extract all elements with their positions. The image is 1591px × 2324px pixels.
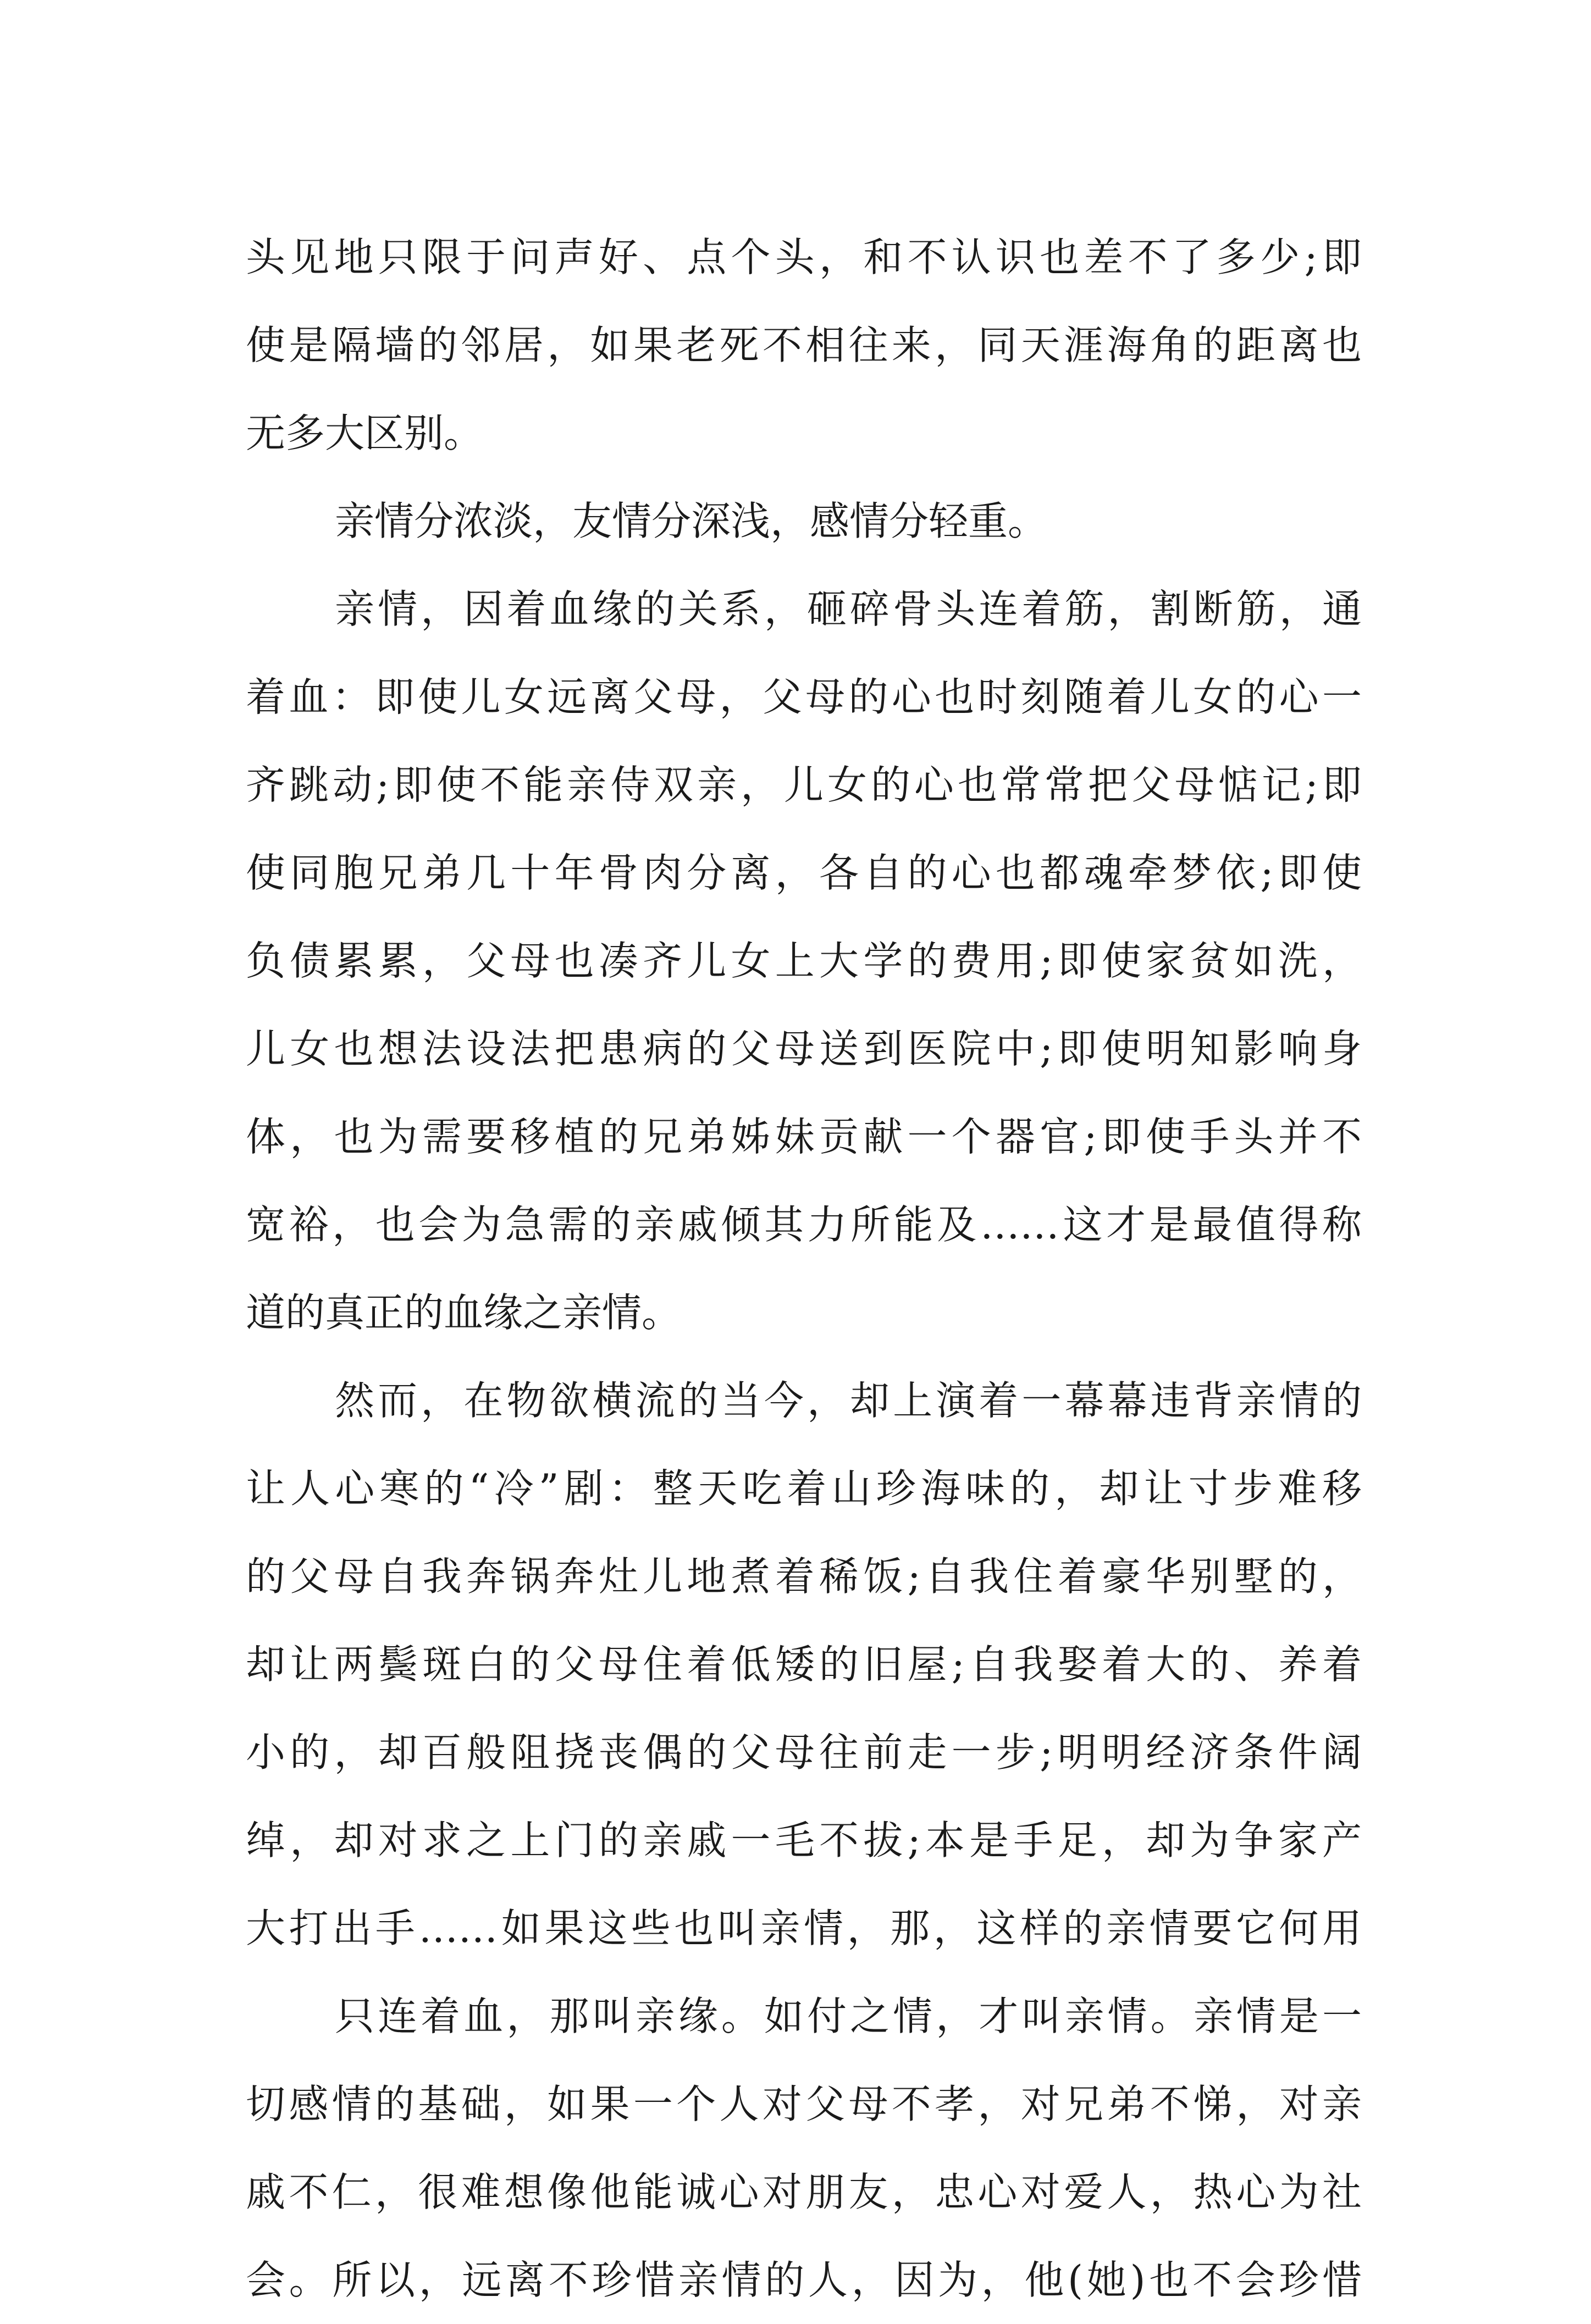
text-line: 使是隔墙的邻居，如果老死不相往来，同天涯海角的距离也 [246,322,1362,368]
text-line: 儿女也想法设法把患病的父母送到医院中;即使明知影响身 [246,1026,1362,1072]
text-line: 却让两鬓斑白的父母住着低矮的旧屋;自我娶着大的、养着 [246,1641,1362,1687]
text-line: 亲情，因着血缘的关系，砸碎骨头连着筋，割断筋，通 [335,586,1362,632]
text-line: 使同胞兄弟几十年骨肉分离，各自的心也都魂牵梦依;即使 [246,850,1362,896]
text-line: 会。所以，远离不珍惜亲情的人，因为，他(她)也不会珍惜 [246,2257,1362,2303]
text-line: 然而，在物欲横流的当今，却上演着一幕幕违背亲情的 [335,1377,1362,1424]
text-line: 戚不仁，很难想像他能诚心对朋友，忠心对爱人，热心为社 [246,2169,1362,2215]
text-line: 齐跳动;即使不能亲侍双亲，儿女的心也常常把父母惦记;即 [246,762,1362,808]
text-line: 着血：即使儿女远离父母，父母的心也时刻随着儿女的心一 [246,674,1362,720]
text-line: 头见地只限于问声好、点个头，和不认识也差不了多少;即 [246,234,1362,280]
text-line: 宽裕，也会为急需的亲戚倾其力所能及……这才是最值得称 [246,1202,1362,1248]
text-line: 大打出手……如果这些也叫亲情，那，这样的亲情要它何用 [246,1905,1362,1951]
text-line: 绰，却对求之上门的亲戚一毛不拔;本是手足，却为争家产 [246,1817,1362,1863]
text-line: 道的真正的血缘之亲情。 [246,1290,682,1336]
text-line: 切感情的基础，如果一个人对父母不孝，对兄弟不悌，对亲 [246,2081,1362,2127]
text-line: 的父母自我奔锅奔灶儿地煮着稀饭;自我住着豪华别墅的， [246,1553,1362,1600]
text-line: 小的，却百般阻挠丧偶的父母往前走一步;明明经济条件阔 [246,1729,1362,1775]
text-line: 无多大区别。 [246,410,484,456]
body-text [246,213,1362,2324]
text-line: 只连着血，那叫亲缘。如付之情，才叫亲情。亲情是一 [335,1993,1362,2039]
text-line: 负债累累，父母也凑齐儿女上大学的费用;即使家贫如洗， [246,938,1362,984]
text-line: 体，也为需要移植的兄弟姊妹贡献一个器官;即使手头并不 [246,1114,1362,1160]
text-line: 让人心寒的“冷”剧：整天吃着山珍海味的，却让寸步难移 [246,1465,1362,1512]
text-line: 亲情分浓淡，友情分深浅，感情分轻重。 [335,498,1048,544]
